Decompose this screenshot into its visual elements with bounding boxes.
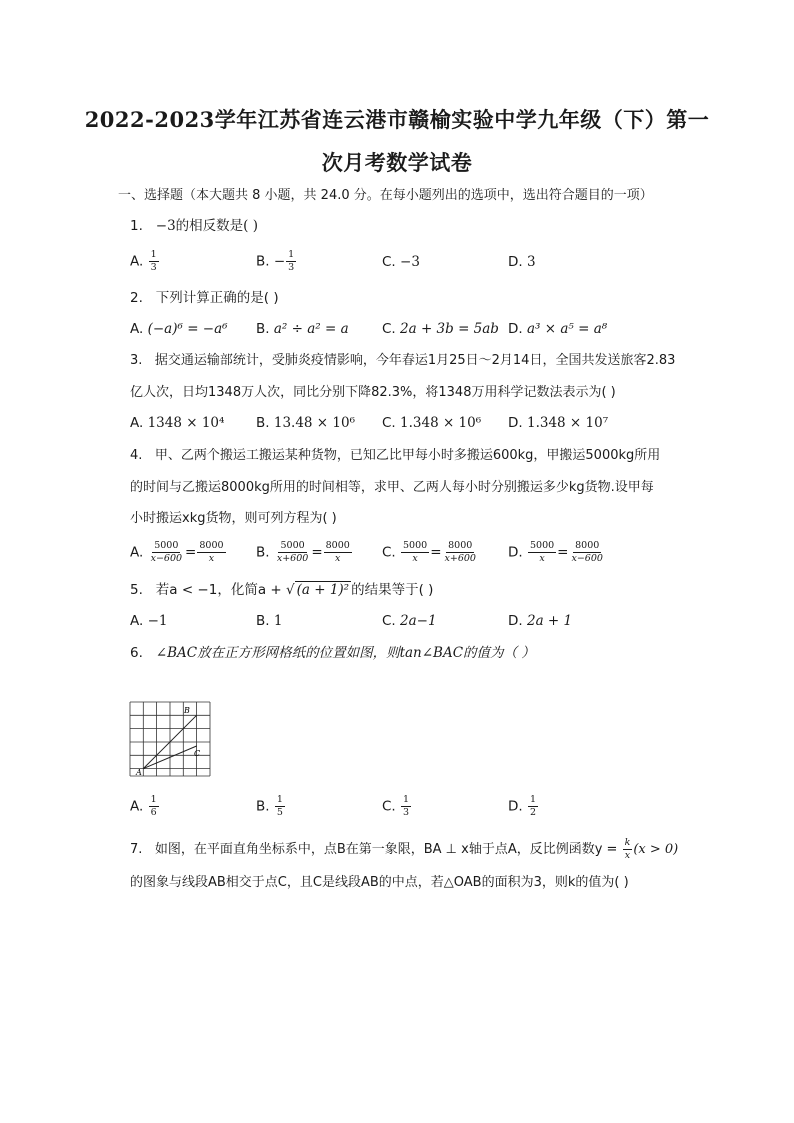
page-title-line-1: 2022-2023学年江苏省连云港市赣榆实验中学九年级（下）第一: [84, 107, 710, 132]
question-text: 据交通运输部统计，受肺炎疫情影响，今年春运1月25日～2月14日，全国共发送旅客2.83: [154, 353, 676, 368]
q1-option-c[interactable]: [382, 256, 420, 270]
q1-option-b[interactable]: [256, 250, 297, 273]
angle-grid-figure: [128, 700, 214, 780]
q5-option-d[interactable]: [508, 615, 572, 629]
q1-option-d[interactable]: [508, 256, 536, 270]
question-text: 甲、乙两个搬运工搬运某种货物，已知乙比甲每小时多搬运600kg，甲搬运5000kg所用: [154, 448, 661, 463]
q3-option-a[interactable]: [130, 417, 224, 431]
option-label: A.: [130, 415, 144, 431]
question-number: 1.: [130, 218, 143, 234]
option-label: A.: [130, 613, 144, 629]
option-label: B.: [256, 253, 270, 270]
point-c-label: C: [194, 749, 201, 758]
option-label: C.: [382, 544, 396, 561]
option-text: 13.48 × 10⁶: [273, 415, 355, 431]
fraction-k-over-x: $\frac{k}{x}$: [624, 837, 631, 861]
option-label: D.: [508, 544, 523, 561]
q4-option-a[interactable]: A. $\frac{5000}{x-600}$ = $\frac{8000}{x}$: [130, 540, 224, 564]
question-number: 7.: [130, 841, 143, 857]
fraction-right: $\frac{8000}{x}$: [199, 540, 224, 564]
question-6-stem: [130, 647, 535, 661]
question-2-stem: [130, 292, 279, 306]
page-title-line-2: 次月考数学试卷: [321, 150, 473, 175]
option-text: 1348 × 10⁴: [147, 415, 225, 431]
question-text: ∠BAC放在正方形网格纸的位置如图，则tan∠BAC的值为（ ）: [155, 645, 535, 661]
question-number: 5.: [130, 582, 143, 598]
fraction-left: $\frac{5000}{x}$: [529, 540, 555, 564]
option-label: B.: [256, 415, 270, 431]
option-label: A.: [130, 321, 144, 337]
q3-option-d[interactable]: [508, 417, 608, 431]
q4-option-d[interactable]: D. $\frac{5000}{x}$ = $\frac{8000}{x-600}$: [508, 540, 603, 564]
option-label: D.: [508, 254, 523, 270]
point-a-label: A: [136, 768, 142, 777]
option-label: A.: [130, 544, 144, 561]
option-text: 1.348 × 10⁶: [400, 415, 482, 431]
section-heading: 一、选择题（本大题共 8 小题，共 24.0 分。在每小题列出的选项中，选出符合题目的一项）: [118, 188, 653, 203]
option-label: D.: [508, 415, 523, 431]
question-4-stem-line-2: 的时间与乙搬运8000kg所用的时间相等，求甲、乙两人每小时分别搬运多少kg货物.设甲每: [130, 480, 654, 495]
q2-option-d[interactable]: [508, 323, 607, 337]
q6-option-d[interactable]: [508, 795, 539, 818]
q6-option-c[interactable]: [382, 795, 412, 818]
fraction-left: $\frac{5000}{x+600}$: [276, 540, 309, 564]
option-label: C.: [382, 415, 396, 431]
question-number: 2.: [130, 290, 143, 306]
question-text-post: (x > 0): [633, 841, 679, 857]
option-text: −1: [147, 613, 168, 629]
option-text: (−a)⁶ = −a⁶: [147, 321, 228, 337]
option-text: a² ÷ a² = a: [273, 321, 349, 337]
option-label: D.: [508, 613, 523, 629]
fraction: $\frac{1}{6}$: [150, 794, 157, 818]
option-text: 2a + 3b = 5ab: [400, 321, 499, 337]
square-root: √ (a + 1)²: [286, 582, 350, 598]
question-4-stem-line-3: 小时搬运xkg货物，则可列方程为( ): [130, 511, 337, 526]
q3-option-c[interactable]: [382, 417, 481, 431]
fraction: $\frac{1}{3}$: [288, 249, 295, 273]
option-label: C.: [382, 254, 396, 270]
point-b-label: B: [184, 706, 190, 715]
question-4-stem: [130, 449, 660, 462]
minus-sign: −: [273, 253, 286, 270]
q2-option-b[interactable]: [256, 323, 349, 337]
q6-option-a[interactable]: [130, 795, 160, 818]
option-text: 3: [526, 254, 536, 270]
question-number: 3.: [130, 353, 143, 368]
option-label: B.: [256, 544, 270, 561]
question-text-pre: 若a < −1，化简a +: [155, 582, 286, 598]
option-label: B.: [256, 321, 270, 337]
question-7-stem-line-2: 的图象与线段AB相交于点C，且C是线段AB的中点，若△OAB的面积为3，则k的值为( ): [130, 875, 629, 890]
fraction: $\frac{1}{3}$: [403, 794, 410, 818]
question-text-post: 的结果等于( ): [351, 582, 434, 598]
option-label: D.: [508, 798, 523, 815]
fraction: $\frac{1}{3}$: [150, 249, 157, 273]
q5-option-c[interactable]: [382, 615, 437, 629]
option-text: 2a−1: [400, 613, 437, 629]
question-text: −3的相反数是( ): [155, 218, 258, 234]
question-3-stem: [130, 354, 675, 367]
q2-option-c[interactable]: [382, 323, 499, 337]
q2-option-a[interactable]: [130, 323, 228, 337]
q6-option-b[interactable]: [256, 795, 286, 818]
option-label: D.: [508, 321, 523, 337]
q5-option-b[interactable]: [256, 615, 282, 629]
fraction: $\frac{1}{2}$: [529, 794, 537, 818]
option-label: A.: [130, 253, 144, 270]
q3-option-b[interactable]: [256, 417, 355, 431]
grid-lines: [130, 702, 210, 776]
option-label: C.: [382, 798, 396, 815]
question-text-pre: 如图，在平面直角坐标系中，点B在第一象限，BA ⊥ x轴于点A，反比例函数y =: [154, 841, 622, 857]
option-label: B.: [256, 798, 270, 815]
question-1-stem: [130, 220, 258, 234]
option-label: C.: [382, 321, 396, 337]
q5-option-a[interactable]: [130, 615, 168, 629]
option-label: C.: [382, 613, 396, 629]
question-text: 下列计算正确的是( ): [155, 290, 279, 306]
option-text: 2a + 1: [526, 613, 573, 629]
radicand: (a + 1)²: [296, 582, 350, 598]
fraction-left: $\frac{5000}{x-600}$: [150, 540, 183, 564]
option-text: 1: [273, 613, 283, 629]
fraction-left: $\frac{5000}{x}$: [403, 540, 428, 564]
option-text: −3: [400, 254, 420, 270]
q4-option-c[interactable]: C. $\frac{5000}{x}$ = $\frac{8000}{x+600}$: [382, 540, 476, 564]
option-text: a³ × a⁵ = a⁸: [526, 321, 608, 337]
question-number: 6.: [130, 645, 143, 661]
question-7-stem: [130, 838, 678, 861]
q1-option-a[interactable]: [130, 250, 160, 273]
option-label: A.: [130, 798, 144, 815]
question-number: 4.: [130, 448, 143, 463]
option-label: B.: [256, 613, 270, 629]
fraction-right: $\frac{8000}{x-600}$: [571, 540, 603, 564]
question-3-stem-line-2: 亿人次，日均1348万人次，同比分别下降82.3%，将1348万用科学记数法表示为( ): [130, 385, 616, 400]
fraction-right: $\frac{8000}{x+600}$: [444, 540, 476, 564]
fraction: $\frac{1}{5}$: [276, 794, 283, 818]
q4-option-b[interactable]: B. $\frac{5000}{x+600}$ = $\frac{8000}{x}$: [256, 540, 350, 564]
fraction-right: $\frac{8000}{x}$: [325, 540, 350, 564]
option-text: 1.348 × 10⁷: [526, 415, 609, 431]
question-5-stem: [130, 584, 433, 598]
